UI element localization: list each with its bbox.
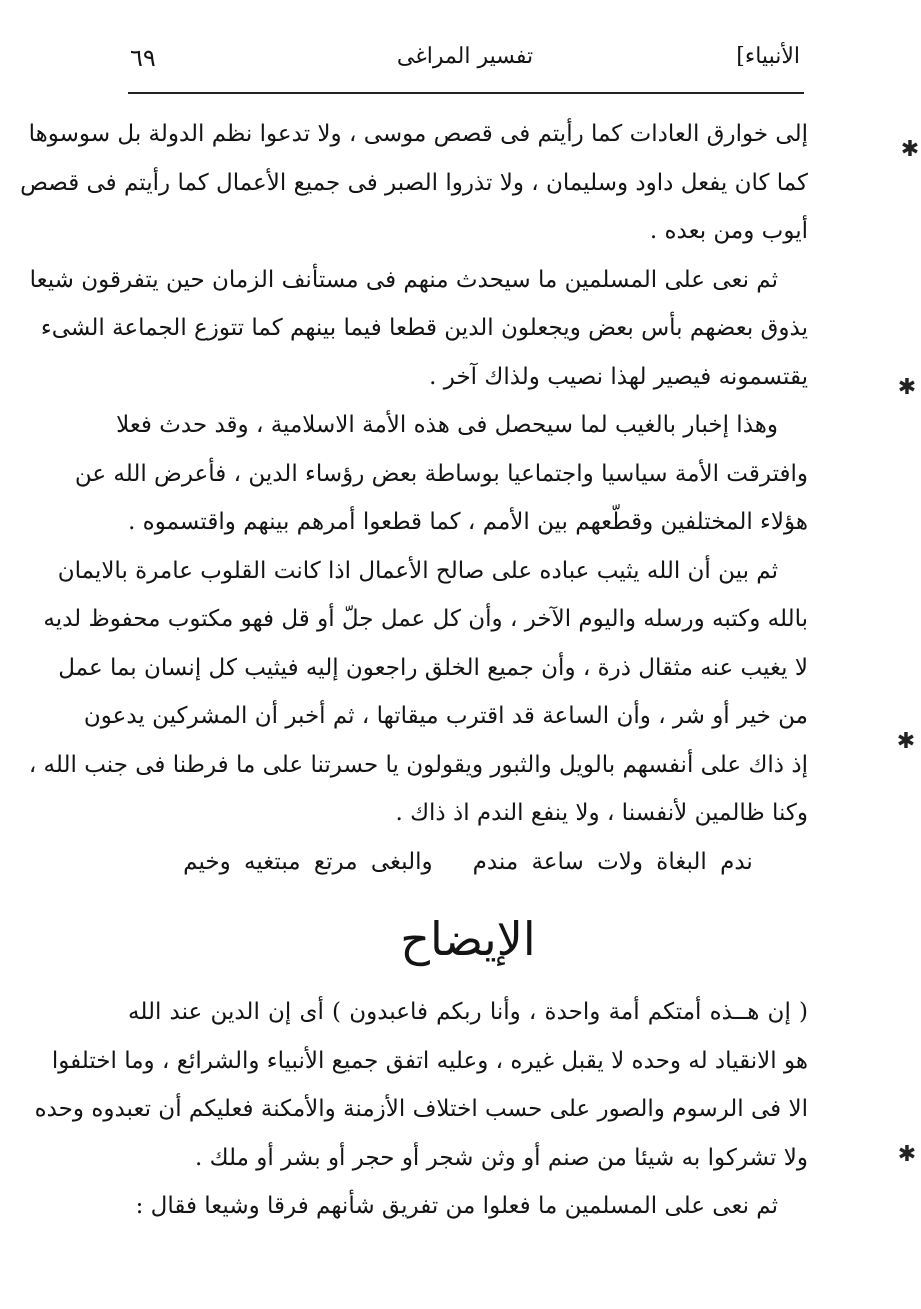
margin-mark-icon: ✱ — [900, 137, 920, 162]
paragraph-2 — [29, 256, 808, 402]
margin-mark-icon: ✱ — [896, 729, 916, 754]
text-line: يذوق بعضهم بأس بعض ويجعلون الدين قطعا فيما بينهم كما تتوزع الجماعة الشىء — [40, 315, 808, 341]
paragraph-3 — [74, 401, 808, 547]
text-line: ولا تشركوا به شيئا من صنم أو وثن شجر أو حجر أو بشر أو ملك . — [194, 1144, 808, 1171]
margin-mark-icon: ✱ — [897, 1142, 917, 1167]
text-line: ( إن هــذه أمتكم أمة واحدة ، وأنا ربكم فاعبدون ) أى إن الدين عند الله — [128, 999, 808, 1025]
text-line: إلى خوارق العادات كما رأيتم فى قصص موسى ، ولا تدعوا نظم الدولة بل سوسوها — [28, 121, 808, 147]
chapter-name: الأنبياء] — [736, 44, 800, 69]
text-line: وهذا إخبار بالغيب لما سيحصل فى هذه الأمة الاسلامية ، وقد حدث فعلا — [116, 412, 778, 438]
page-body — [20, 110, 808, 1231]
text-line: ثم نعى على المسلمين ما فعلوا من تفريق شأنهم فرقا وشيعا فقال : — [135, 1193, 778, 1219]
text-line: يقتسمونه فيصير لهذا نصيب ولذاك آخر . — [429, 363, 808, 390]
text-line: هو الانقياد له وحده لا يقبل غيره ، وعليه اتفق جميع الأنبياء والشرائع ، وما اختلفوا — [51, 1047, 808, 1074]
page-number: ٦٩ — [130, 44, 156, 72]
text-line: لا يغيب عنه مثقال ذرة ، وأن جميع الخلق راجعون إليه فيثيب كل إنسان بما عمل — [58, 654, 808, 681]
margin-mark-icon: ✱ — [897, 375, 917, 400]
text-line: بالله وكتبه ورسله واليوم الآخر ، وأن كل عمل جلّ أو قل فهو مكتوب محفوظ لديه — [43, 606, 808, 632]
text-line: وكنا ظالمين لأنفسنا ، ولا ينفع الندم اذ ذاك . — [395, 800, 808, 826]
text-line: ثم بين أن الله يثيب عباده على صالح الأعمال اذا كانت القلوب عامرة بالايمان — [57, 557, 778, 584]
section-title: الإيضاح — [400, 912, 536, 966]
text-line: الا فى الرسوم والصور على حسب اختلاف الأزمنة والأمكنة فعليكم أن تعبدوه وحده — [34, 1096, 808, 1122]
book-title: تفسير المراغى — [396, 44, 534, 69]
verse-hemistich-1: ندم البغاة ولات ساعة مندم — [472, 848, 753, 875]
poetry-verse — [128, 838, 808, 887]
running-header — [130, 40, 800, 88]
text-line: أيوب ومن بعده . — [649, 218, 808, 244]
text-line: هؤلاء المختلفين وقطّعهم بين الأمم ، كما قطعوا أمرهم بينهم واقتسموه . — [128, 509, 808, 535]
paragraph-4 — [28, 547, 808, 838]
section-paragraph-1 — [34, 988, 808, 1182]
paragraph-1 — [20, 110, 808, 256]
text-line: ثم نعى على المسلمين ما سيحدث منهم فى مستأنف الزمان حين يتفرقون شيعا — [29, 266, 778, 293]
section-paragraph-2 — [128, 1182, 808, 1231]
text-line: كما كان يفعل داود وسليمان ، ولا تذروا الصبر فى جميع الأعمال كما رأيتم فى قصص — [20, 169, 808, 196]
verse-hemistich-2: والبغى مرتع مبتغيه وخيم — [183, 848, 433, 875]
header-rule — [128, 92, 804, 94]
text-line: من خير أو شر ، وأن الساعة قد اقترب ميقاتها ، ثم أخبر أن المشركين يدعون — [83, 703, 808, 729]
text-line: وافترقت الأمة سياسيا واجتماعيا بوساطة بعض رؤساء الدين ، فأعرض الله عن — [74, 460, 808, 487]
text-line: إذ ذاك على أنفسهم بالويل والثبور ويقولون يا حسرتنا على ما فرطنا فى جنب الله ، — [28, 751, 808, 778]
